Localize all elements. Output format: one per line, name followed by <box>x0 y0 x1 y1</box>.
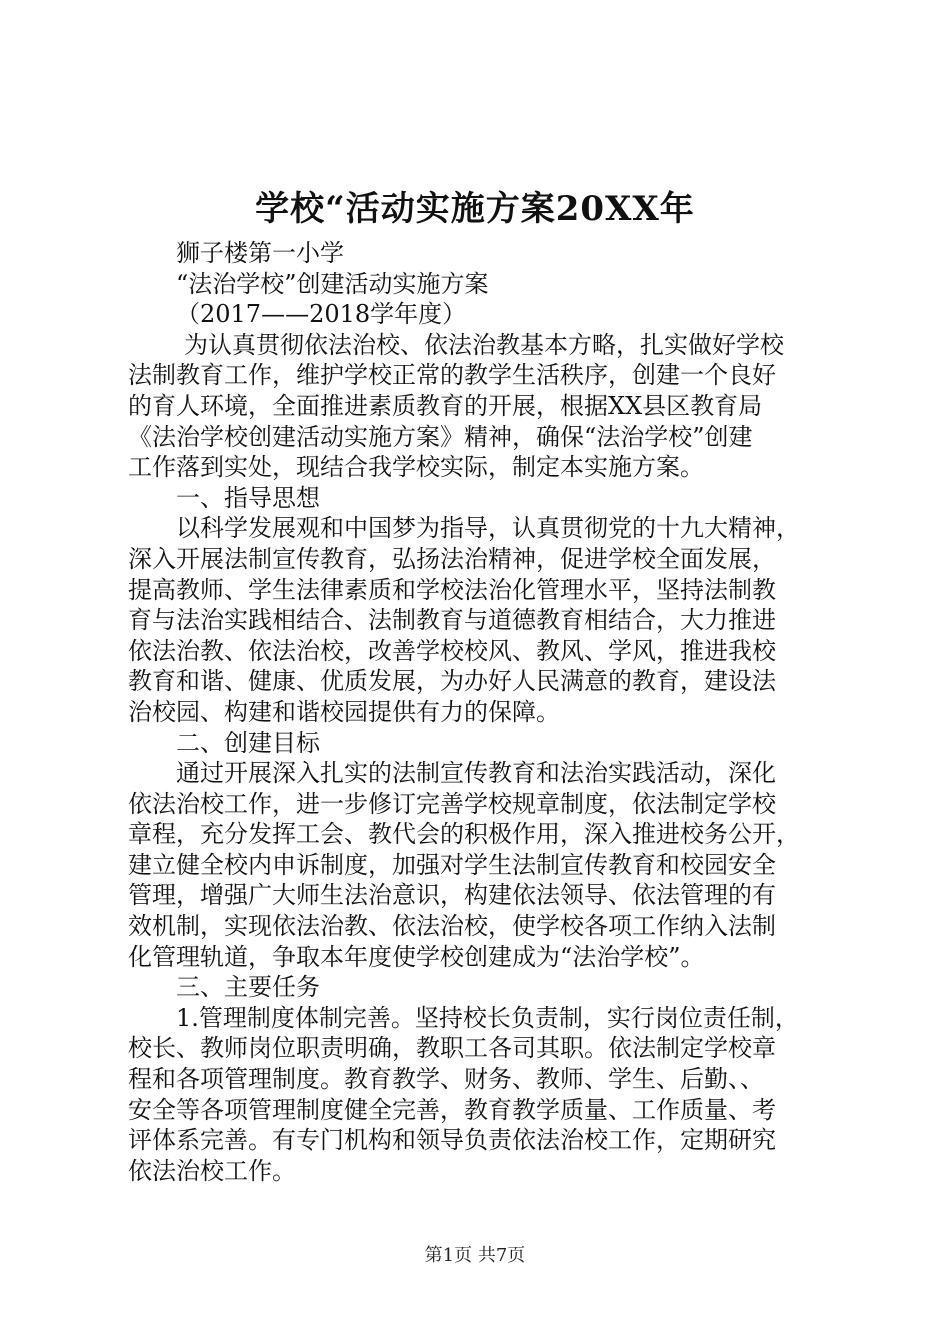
document-line: 治校园、构建和谐校园提供有力的保障。 <box>128 697 560 726</box>
document-line: 三、主要任务 <box>176 973 320 1002</box>
document-line: 建立健全校内申诉制度，加强对学生法制宣传教育和校园安全 <box>128 850 776 879</box>
document-line: 法制教育工作，维护学校正常的教学生活秩序，创建一个良好 <box>128 361 776 390</box>
document-line: 化管理轨道，争取本年度使学校创建成为“法治学校”。 <box>128 942 705 971</box>
document-line: 育与法治实践相结合、法制教育与道德教育相结合，大力推进 <box>128 606 776 635</box>
document-line: （2017——2018学年度） <box>176 300 467 329</box>
document-line: 二、创建目标 <box>176 728 320 757</box>
document-line: “法治学校”创建活动实施方案 <box>176 269 489 298</box>
document-line: 一、指导思想 <box>176 483 320 512</box>
document-line: 程和各项管理制度。教育教学、财务、教师、学生、后勤、、 <box>128 1065 764 1094</box>
document-title: 学校“活动实施方案20XX年 <box>255 189 695 229</box>
document-line: 章程，充分发挥工会、教代会的积极作用，深入推进校务公开， <box>128 820 800 849</box>
document-line: 依法治校工作，进一步修订完善学校规章制度，依法制定学校 <box>128 789 776 818</box>
document-body <box>128 238 828 1186</box>
document-line: 通过开展深入扎实的法制宣传教育和法治实践活动，深化 <box>176 759 776 788</box>
document-line: 1.管理制度体制完善。坚持校长负责制，实行岗位责任制， <box>176 1003 799 1032</box>
document-line: 狮子楼第一小学 <box>176 239 344 267</box>
document-line: 安全等各项管理制度健全完善，教育教学质量、工作质量、考 <box>128 1095 776 1124</box>
document-line: 依法治校工作。 <box>128 1156 296 1185</box>
page-footer: 第1页 共7页 <box>424 1245 526 1266</box>
document-line: 校长、教师岗位职责明确，教职工各司其职。依法制定学校章 <box>128 1034 776 1063</box>
document-line: 为认真贯彻依法治校、依法治教基本方略，扎实做好学校 <box>184 330 784 359</box>
document-line: 深入开展法制宣传教育，弘扬法治精神，促进学校全面发展， <box>128 544 776 573</box>
document-line: 《法治学校创建活动实施方案》精神，确保“法治学校”创建 <box>128 422 753 451</box>
document-line: 依法治教、依法治校，改善学校校风、教风、学风，推进我校 <box>128 636 776 665</box>
document-line: 提高教师、学生法律素质和学校法治化管理水平，坚持法制教 <box>128 575 776 604</box>
document-line: 以科学发展观和中国梦为指导，认真贯彻党的十九大精神， <box>176 514 800 543</box>
document-line: 教育和谐、健康、优质发展，为办好人民满意的教育，建设法 <box>128 667 776 696</box>
document-line: 的育人环境，全面推进素质教育的开展，根据XX县区教育局 <box>128 391 763 420</box>
document-line: 效机制，实现依法治教、依法治校，使学校各项工作纳入法制 <box>128 912 776 941</box>
document-line: 工作落到实处，现结合我学校实际，制定本实施方案。 <box>128 453 704 482</box>
document-line: 管理，增强广大师生法治意识，构建依法领导、依法管理的有 <box>128 881 776 910</box>
document-line: 评体系完善。有专门机构和领导负责依法治校工作，定期研究 <box>128 1126 776 1155</box>
